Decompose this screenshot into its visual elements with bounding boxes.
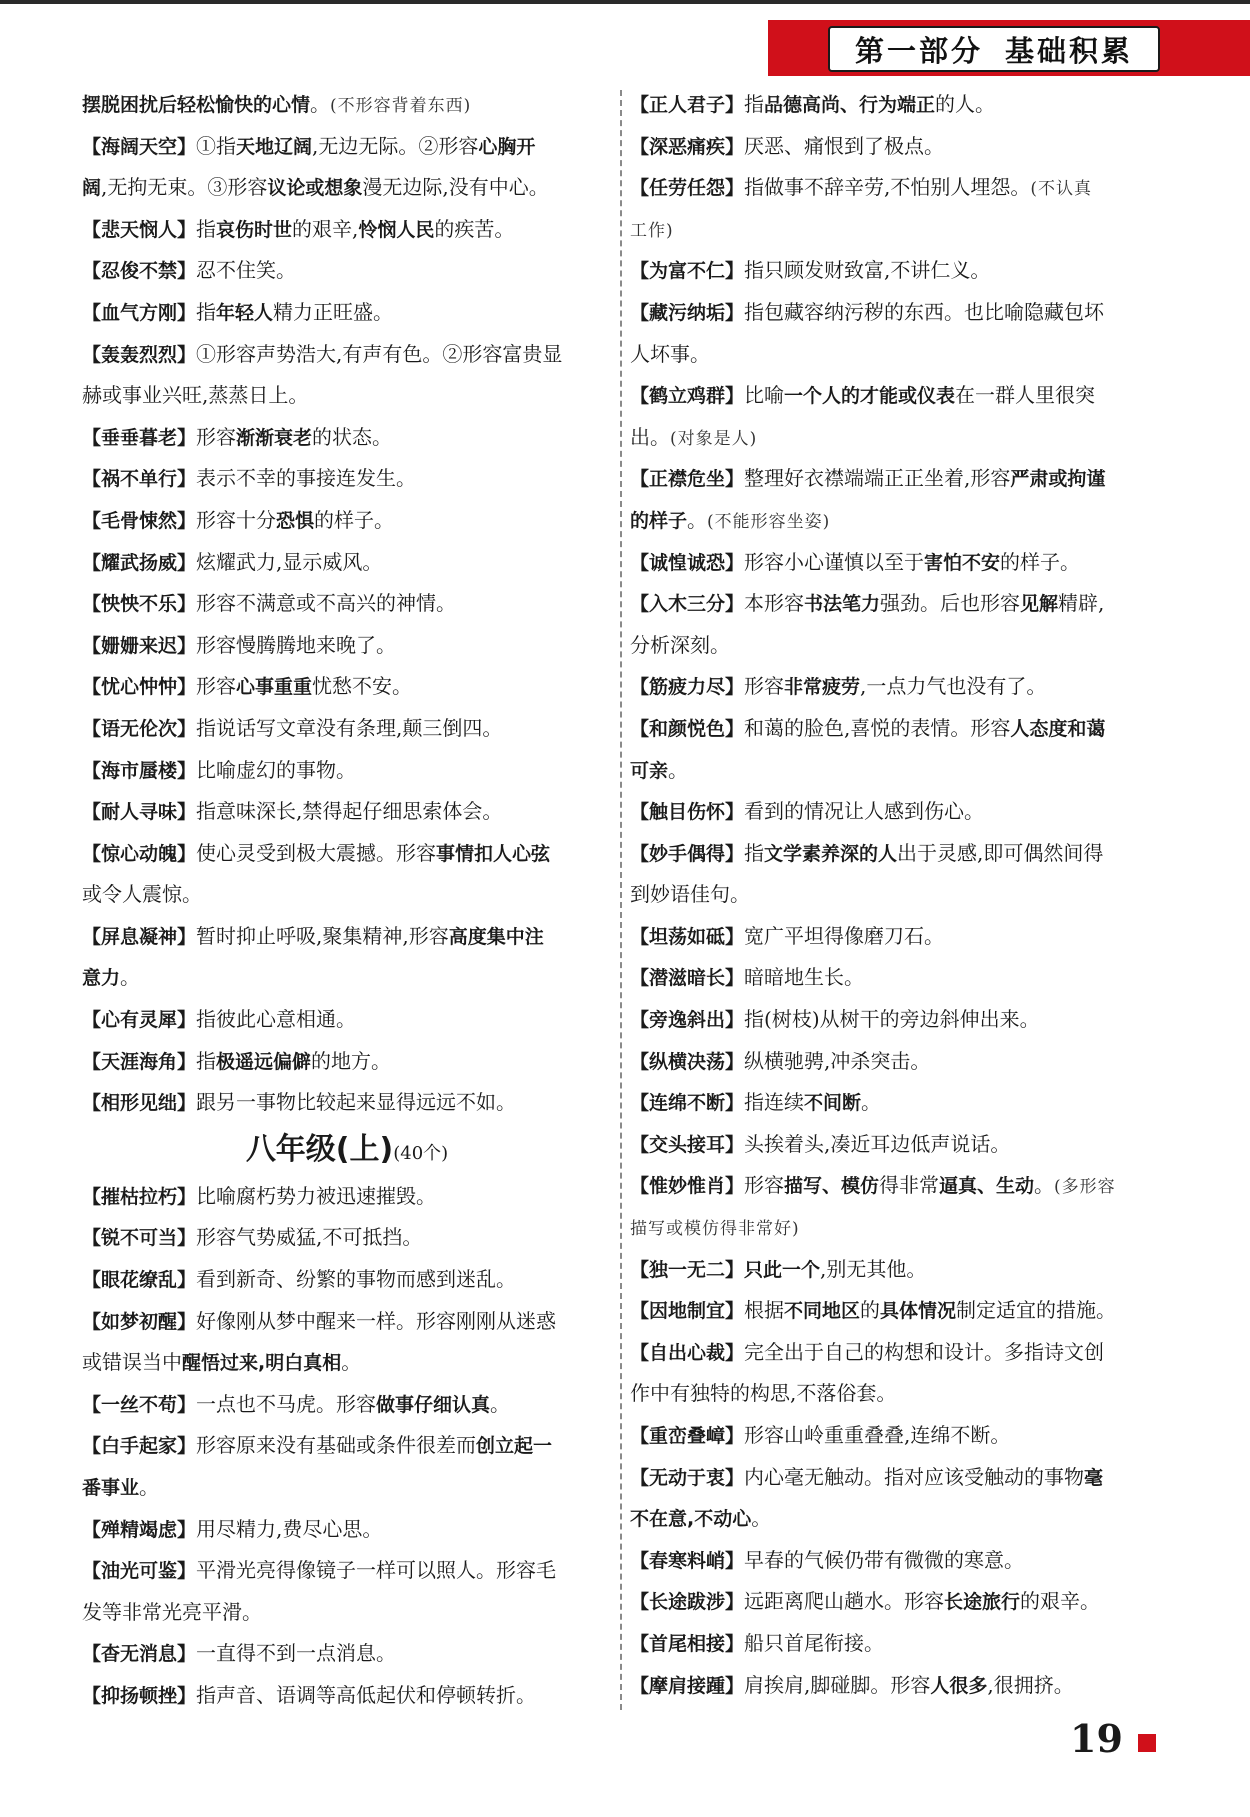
idiom-term: 【潜滋暗长】 (630, 967, 745, 990)
definition-text: 指 (196, 1048, 217, 1073)
idiom-term: 【春寒料峭】 (630, 1549, 745, 1572)
key-phrase: 见解 (1020, 593, 1059, 616)
definition-text: 形容不满意或不高兴的神情。 (196, 591, 457, 616)
grade-section-heading (82, 1124, 612, 1176)
definition-text: 指彼此心意相通。 (196, 1007, 357, 1032)
idiom-term: 【摩肩接踵】 (630, 1674, 745, 1697)
idiom-line (82, 126, 612, 168)
idiom-line (82, 999, 612, 1041)
definition-text: 头挨着头,凑近耳边低声说话。 (744, 1131, 1011, 1156)
definition-text: 得非常 (879, 1173, 940, 1198)
idiom-term: 【姗姗来迟】 (82, 634, 197, 657)
idiom-term: 【一丝不苟】 (82, 1393, 197, 1416)
definition-text: 指 (196, 216, 217, 241)
idiom-term: 【深恶痛疾】 (630, 135, 745, 158)
usage-note: (不形容背着东西) (330, 96, 472, 116)
definition-text: 赫或事业兴旺,蒸蒸日上。 (82, 383, 309, 408)
definition-text: 指说话写文章没有条理,颠三倒四。 (196, 715, 503, 740)
idiom-term: 【语无伦次】 (82, 717, 197, 740)
idiom-term: 【眼花缭乱】 (82, 1269, 197, 1292)
key-phrase: 天地辽阔 (236, 135, 313, 158)
idiom-term: 【海阔天空】 (82, 135, 197, 158)
key-phrase: 文学素养深的人 (764, 842, 898, 865)
definition-text: 看到新奇、纷繁的事物而感到迷乱。 (196, 1267, 517, 1292)
key-phrase: 逼真、生动 (939, 1175, 1035, 1198)
idiom-term: 【坦荡如砥】 (630, 925, 745, 948)
idiom-line (82, 250, 612, 292)
definition-text: 内心毫无触动。指对应该受触动的事物 (744, 1464, 1085, 1489)
idiom-term: 【抑扬顿挫】 (82, 1684, 197, 1707)
idiom-term: 【首尾相接】 (630, 1632, 745, 1655)
idiom-line (82, 1082, 612, 1124)
idiom-term: 【自出心裁】 (630, 1341, 745, 1364)
definition-text: 。 (341, 1350, 362, 1375)
idiom-line (630, 167, 1170, 209)
key-phrase: 摆脱困扰后轻松愉快的心情 (82, 94, 311, 116)
idiom-line (630, 1249, 1170, 1291)
top-rule (0, 0, 1250, 4)
idiom-line (630, 1415, 1170, 1457)
definition-text: 形容山岭重重叠叠,连绵不断。 (744, 1423, 1011, 1447)
idiom-line (630, 1165, 1170, 1207)
idiom-line (630, 84, 1170, 126)
definition-text: 分析深刻。 (630, 632, 730, 657)
idiom-line (630, 250, 1170, 292)
definition-text: 。 (668, 757, 689, 782)
key-phrase: 创立起一 (476, 1435, 553, 1458)
definition-text: 形容气势威猛,不可抵挡。 (196, 1225, 423, 1250)
idiom-line (630, 375, 1170, 417)
definition-text: 。 (861, 1090, 882, 1115)
idiom-line (82, 209, 612, 251)
definition-text: 宽广平坦得像磨刀石。 (744, 923, 945, 948)
idiom-line (82, 1467, 612, 1509)
idiom-term: 【重峦叠嶂】 (630, 1425, 745, 1447)
header-title: 基础积累 (1005, 33, 1134, 68)
idiom-line (82, 84, 612, 126)
idiom-line (82, 1301, 612, 1343)
idiom-line (630, 1373, 1170, 1415)
definition-text: 指做事不辞辛劳,不怕别人埋怨。 (744, 175, 1031, 200)
idiom-line (82, 750, 612, 792)
idiom-line (630, 458, 1170, 500)
idiom-term: 【惊心动魄】 (82, 842, 197, 865)
definition-text: 或错误当中 (82, 1350, 182, 1375)
key-phrase: 不在意,不动心 (630, 1508, 752, 1531)
left-column (82, 84, 612, 1717)
idiom-line (82, 708, 612, 750)
definition-text: 。 (687, 507, 708, 532)
idiom-term: 【相形见绌】 (82, 1092, 197, 1115)
definition-text: 忍不住笑。 (196, 258, 297, 283)
key-phrase: 番事业 (82, 1477, 140, 1499)
idiom-line (630, 1041, 1170, 1083)
definition-text: 。 (120, 965, 141, 990)
idiom-line (82, 167, 612, 209)
definition-text: 本形容 (744, 591, 805, 616)
definition-text: 炫耀武力,显示威风。 (196, 549, 383, 574)
definition-text: 整理好衣襟端端正正坐着,形容 (744, 466, 1011, 491)
page-number: 19 (1070, 1716, 1123, 1761)
idiom-term: 【轰轰烈烈】 (82, 343, 197, 366)
idiom-term: 【入木三分】 (630, 593, 745, 616)
idiom-term: 【毛骨悚然】 (82, 509, 197, 532)
idiom-term: 【忍俊不禁】 (82, 260, 197, 283)
key-phrase: 心事重重 (236, 676, 313, 699)
definition-text: 指声音、语调等高低起伏和停顿转折。 (196, 1682, 537, 1707)
definition-text: 看到的情况让人感到伤心。 (744, 799, 985, 824)
idiom-line (82, 1217, 612, 1259)
definition-text: 一点也不马虎。形容 (196, 1391, 377, 1416)
idiom-term: 【鹤立鸡群】 (630, 385, 745, 408)
usage-note: (不能形容坐姿) (707, 511, 831, 532)
idiom-line (82, 417, 612, 459)
key-phrase: 心胸开 (478, 135, 536, 158)
definition-text: 用尽精力,费尽心思。 (196, 1516, 383, 1541)
idiom-term: 【纵横决荡】 (630, 1050, 745, 1073)
idiom-line (82, 957, 612, 999)
key-phrase: 年轻人 (216, 301, 274, 324)
idiom-line (630, 500, 1170, 542)
idiom-term: 【悲天悯人】 (82, 218, 197, 241)
key-phrase: 意力 (82, 967, 121, 990)
idiom-line (630, 1623, 1170, 1665)
page-number-marker (1138, 1734, 1156, 1752)
idiom-line (630, 542, 1170, 584)
idiom-term: 【独一无二】 (630, 1258, 745, 1281)
key-phrase: 的样子 (630, 509, 688, 532)
definition-text: 早春的气候仍带有微微的寒意。 (744, 1547, 1025, 1572)
idiom-line (630, 1207, 1170, 1249)
idiom-line (82, 1592, 612, 1634)
definition-text: ,无边无际。②形容 (312, 133, 479, 158)
definition-text: 。 (751, 1506, 772, 1531)
idiom-line (82, 292, 612, 334)
key-phrase: 长途旅行 (944, 1591, 1021, 1614)
grade-section-count: (40个) (393, 1142, 449, 1164)
key-phrase: 严肃或拘谨 (1010, 468, 1106, 491)
definition-text: 的样子。 (1000, 549, 1081, 574)
idiom-term: 【油光可鉴】 (82, 1560, 197, 1583)
usage-note: 工作) (630, 220, 674, 241)
definition-text: 。 (1034, 1173, 1055, 1198)
definition-text: 厌恶、痛恨到了极点。 (744, 133, 945, 158)
idiom-term: 【诚惶诚恐】 (630, 551, 745, 574)
key-phrase: 哀伤时世 (216, 218, 293, 241)
idiom-line (82, 334, 612, 376)
definition-text: 指意味深长,禁得起仔细思索体会。 (196, 799, 503, 824)
usage-note: (对象是人) (670, 428, 758, 449)
idiom-term: 【惟妙惟肖】 (630, 1175, 745, 1198)
idiom-term: 【连绵不断】 (630, 1092, 745, 1115)
idiom-term: 【怏怏不乐】 (82, 593, 197, 616)
definition-text: 精辟, (1058, 591, 1105, 616)
definition-text: 精力正旺盛。 (273, 299, 394, 324)
key-phrase: 渐渐衰老 (236, 426, 313, 449)
idiom-line (630, 874, 1170, 916)
idiom-line (630, 999, 1170, 1041)
idiom-line (82, 791, 612, 833)
definition-text: ,很拥挤。 (987, 1672, 1074, 1697)
idiom-term: 【藏污纳垢】 (630, 301, 745, 324)
key-phrase: 人态度和蔼 (1010, 717, 1106, 740)
key-phrase: 怜悯人民 (358, 218, 435, 241)
definition-text: 肩挨肩,脚碰脚。形容 (744, 1672, 931, 1697)
definition-text: 到妙语佳句。 (630, 882, 750, 907)
definition-text: 的 (860, 1298, 881, 1323)
key-phrase: 一个人的才能或仪表 (784, 385, 956, 408)
idiom-line (82, 1384, 612, 1426)
idiom-term: 【天涯海角】 (82, 1050, 197, 1073)
idiom-term: 【触目伤怀】 (630, 801, 745, 824)
idiom-term: 【耀武扬威】 (82, 551, 197, 574)
idiom-term: 【垂垂暮老】 (82, 426, 197, 449)
definition-text: 的艰辛, (292, 216, 359, 241)
definition-text: 好像刚从梦中醒来一样。形容刚刚从迷惑 (196, 1308, 557, 1333)
key-phrase: 做事仔细认真 (376, 1393, 491, 1416)
definition-text: 发等非常光亮平滑。 (82, 1599, 262, 1624)
idiom-line (630, 666, 1170, 708)
definition-text: ,一点力气也没有了。 (860, 674, 1047, 699)
idiom-term: 【心有灵犀】 (82, 1009, 197, 1032)
key-phrase: 人很多 (930, 1674, 988, 1697)
definition-text: 形容十分 (196, 507, 277, 532)
definition-text: 形容 (744, 674, 785, 699)
key-phrase: 害怕不安 (924, 551, 1001, 574)
idiom-line (630, 1124, 1170, 1166)
definition-text: 指 (744, 92, 765, 116)
definition-text: 形容 (196, 674, 237, 699)
definition-text: 远距离爬山趟水。形容 (744, 1589, 945, 1614)
idiom-line (82, 1550, 612, 1592)
idiom-term: 【血气方刚】 (82, 301, 197, 324)
definition-text: 人坏事。 (630, 341, 710, 366)
idiom-term: 【殚精竭虑】 (82, 1518, 197, 1541)
column-divider (620, 90, 622, 1710)
idiom-line (82, 1259, 612, 1301)
idiom-line (630, 1498, 1170, 1540)
idiom-line (630, 791, 1170, 833)
definition-text: 暗暗地生长。 (744, 965, 865, 990)
idiom-line (82, 500, 612, 542)
idiom-line (82, 1675, 612, 1717)
idiom-line (82, 1041, 612, 1083)
definition-text: 强劲。后也形容 (880, 591, 1021, 616)
idiom-line (630, 833, 1170, 875)
idiom-line (82, 1633, 612, 1675)
key-phrase: 事情扣人心弦 (436, 842, 551, 865)
definition-text: 。 (139, 1475, 160, 1499)
idiom-term: 【杳无消息】 (82, 1643, 197, 1666)
definition-text: 的地方。 (311, 1048, 392, 1073)
idiom-line (630, 209, 1170, 251)
usage-note: (不认真 (1030, 179, 1093, 200)
definition-text: 根据 (744, 1298, 785, 1323)
idiom-line (82, 1425, 612, 1467)
idiom-term: 【妙手偶得】 (630, 842, 745, 865)
definition-text: 作中有独特的构思,不落俗套。 (630, 1381, 897, 1406)
idiom-term: 【交头接耳】 (630, 1133, 745, 1156)
definition-text: 完全出于自己的构想和设计。多指诗文创 (744, 1339, 1105, 1364)
definition-text: 暂时抑止呼吸,聚集精神,形容 (196, 923, 449, 948)
definition-text: 。 (490, 1391, 511, 1416)
definition-text: 比喻腐朽势力被迅速摧毁。 (196, 1183, 437, 1208)
grade-section-title: 八年级(上) (245, 1131, 394, 1167)
key-phrase: 不同地区 (784, 1300, 861, 1323)
idiom-term: 【忧心忡忡】 (82, 676, 197, 699)
idiom-term: 【正人君子】 (630, 94, 745, 116)
idiom-term: 【无动于衷】 (630, 1466, 745, 1489)
idiom-term: 【为富不仁】 (630, 260, 745, 283)
definition-text: 平滑光亮得像镜子一样可以照人。形容毛 (196, 1558, 557, 1583)
key-phrase: 阔 (82, 177, 102, 200)
header-part: 第一部分 (854, 33, 983, 68)
idiom-line (82, 666, 612, 708)
idiom-term: 【海市蜃楼】 (82, 759, 197, 782)
idiom-line (82, 1509, 612, 1551)
key-phrase: 书法笔力 (804, 593, 881, 616)
idiom-line (630, 916, 1170, 958)
definition-text: 一直得不到一点消息。 (196, 1641, 397, 1666)
definition-text: 的艰辛。 (1020, 1589, 1101, 1614)
definition-text: 船只首尾衔接。 (744, 1630, 885, 1655)
idiom-term: 【长途跋涉】 (630, 1591, 745, 1614)
idiom-term: 【旁逸斜出】 (630, 1009, 745, 1032)
definition-text: 比喻虚幻的事物。 (196, 757, 357, 782)
key-phrase: 品德高尚、行为端正 (764, 94, 936, 116)
definition-text: ①形容声势浩大,有声有色。②形容富贵显 (196, 341, 563, 366)
definition-text: 指 (196, 299, 217, 324)
idiom-term: 【白手起家】 (82, 1435, 197, 1458)
idiom-term: 【和颜悦色】 (630, 717, 745, 740)
definition-text: 或令人震惊。 (82, 882, 202, 907)
definition-text: 形容原来没有基础或条件很差而 (196, 1433, 477, 1458)
definition-text: 。 (310, 92, 331, 116)
idiom-line (630, 1332, 1170, 1374)
idiom-line (630, 1540, 1170, 1582)
idiom-line (82, 625, 612, 667)
definition-text: 指(树枝)从树干的旁边斜伸出来。 (744, 1007, 1040, 1032)
idiom-term: 【摧枯拉朽】 (82, 1185, 197, 1208)
idiom-term: 【因地制宜】 (630, 1300, 745, 1323)
idiom-line (630, 126, 1170, 168)
idiom-line (82, 833, 612, 875)
idiom-line (82, 874, 612, 916)
idiom-line (82, 916, 612, 958)
definition-text: 出。 (630, 424, 670, 449)
idiom-line (630, 1082, 1170, 1124)
definition-text: ①指 (196, 133, 237, 158)
definition-text: 指 (744, 840, 765, 865)
idiom-term: 【屏息凝神】 (82, 925, 197, 948)
key-phrase: 议论或想象 (267, 177, 363, 200)
idiom-term: 【锐不可当】 (82, 1227, 197, 1250)
definition-text: 形容 (196, 424, 237, 449)
definition-text: 在一群人里很突 (955, 383, 1096, 408)
definition-text: 形容小心谨慎以至于 (744, 549, 925, 574)
definition-text: 的疾苦。 (434, 216, 515, 241)
idiom-line (82, 583, 612, 625)
usage-note: (多形容 (1054, 1177, 1116, 1198)
idiom-line (630, 1290, 1170, 1332)
key-phrase: 只此一个 (744, 1258, 821, 1281)
idiom-line (630, 625, 1170, 667)
definition-text: 和蔼的脸色,喜悦的表情。形容 (744, 715, 1011, 740)
definition-text: 忧愁不安。 (312, 674, 413, 699)
idiom-line (630, 750, 1170, 792)
idiom-line (630, 583, 1170, 625)
idiom-line (630, 708, 1170, 750)
definition-text: 指只顾发财致富,不讲仁义。 (744, 258, 991, 283)
definition-text: ,无拘无束。③形容 (101, 175, 268, 200)
idiom-term: 【如梦初醒】 (82, 1310, 197, 1333)
key-phrase: 极遥远偏僻 (216, 1050, 312, 1073)
idiom-line (82, 1176, 612, 1218)
definition-text: 的样子。 (314, 507, 395, 532)
idiom-line (630, 957, 1170, 999)
key-phrase: 可亲 (630, 759, 669, 782)
definition-text: 指连续 (744, 1090, 805, 1115)
definition-text: 的人。 (935, 92, 996, 116)
idiom-line (630, 334, 1170, 376)
idiom-term: 【祸不单行】 (82, 468, 197, 491)
idiom-term: 【耐人寻味】 (82, 801, 197, 824)
definition-text: ,别无其他。 (820, 1256, 927, 1281)
key-phrase: 不间断 (804, 1092, 862, 1115)
idiom-term: 【任劳任怨】 (630, 177, 745, 200)
key-phrase: 具体情况 (880, 1300, 957, 1323)
definition-text: 出于灵感,即可偶然间得 (897, 840, 1104, 865)
idiom-term: 【筋疲力尽】 (630, 676, 745, 699)
key-phrase: 毫 (1084, 1466, 1104, 1489)
definition-text: 形容 (744, 1173, 785, 1198)
definition-text: 形容慢腾腾地来晚了。 (196, 632, 397, 657)
definition-text: 表示不幸的事接连发生。 (196, 466, 417, 491)
key-phrase: 描写、模仿 (784, 1175, 880, 1198)
definition-text: 的状态。 (312, 424, 393, 449)
section-header (828, 26, 1160, 72)
idiom-line (630, 1581, 1170, 1623)
idiom-line (630, 292, 1170, 334)
key-phrase: 高度集中注 (448, 925, 544, 948)
right-column (630, 84, 1170, 1706)
definition-text: 制定适宜的措施。 (956, 1298, 1117, 1323)
definition-text: 比喻 (744, 383, 785, 408)
idiom-term: 【正襟危坐】 (630, 468, 745, 491)
idiom-line (82, 458, 612, 500)
idiom-line (630, 417, 1170, 459)
definition-text: 指包藏容纳污秽的东西。也比喻隐藏包坏 (744, 299, 1105, 324)
definition-text: 跟另一事物比较起来显得远远不如。 (196, 1090, 517, 1115)
usage-note: 描写或模仿得非常好) (630, 1219, 800, 1240)
idiom-line (630, 1457, 1170, 1499)
key-phrase: 恐惧 (276, 509, 315, 532)
definition-text: 纵横驰骋,冲杀突击。 (744, 1048, 931, 1073)
idiom-line (630, 1665, 1170, 1707)
idiom-line (82, 542, 612, 584)
key-phrase: 醒悟过来,明白真相 (182, 1352, 342, 1375)
key-phrase: 非常疲劳 (784, 676, 861, 699)
idiom-line (82, 1342, 612, 1384)
idiom-line (82, 375, 612, 417)
definition-text: 漫无边际,没有中心。 (362, 175, 549, 200)
definition-text: 使心灵受到极大震撼。形容 (196, 840, 437, 865)
